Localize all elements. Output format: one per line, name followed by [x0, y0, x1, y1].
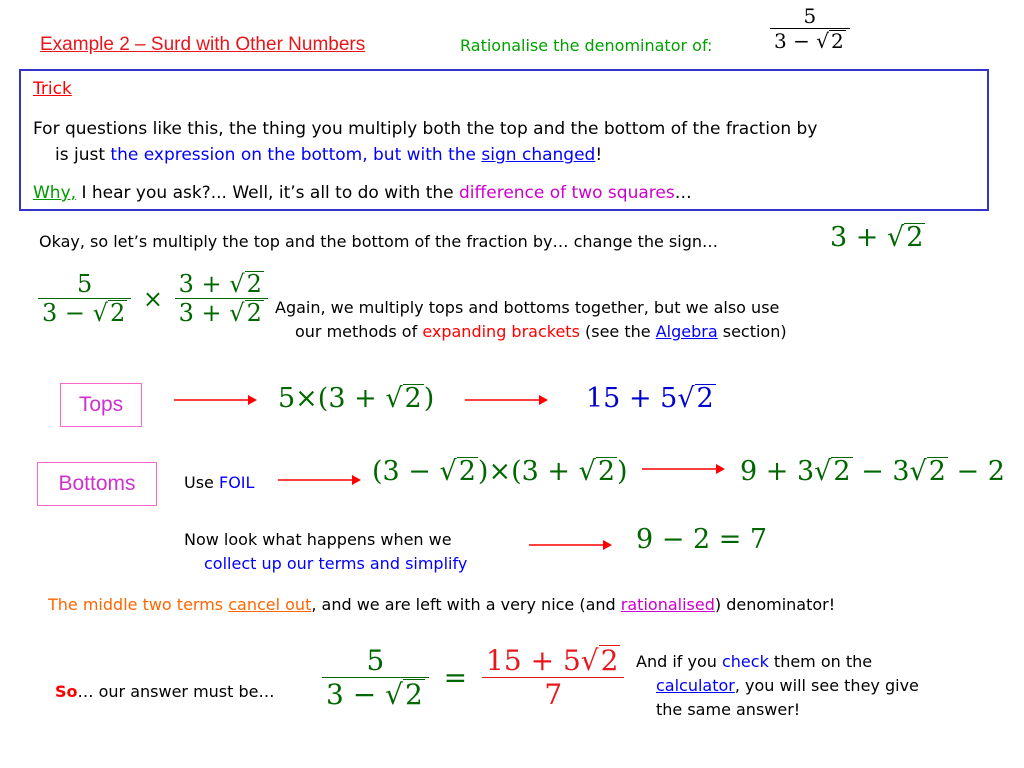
bottoms-result: [740, 456, 1005, 487]
times-symbol: ×: [142, 284, 163, 313]
product-left-den: 3 −: [42, 299, 86, 327]
bottoms-result-c: − 2: [947, 456, 1005, 487]
sqrt-icon: √: [814, 456, 832, 487]
check-line1-end: them on the: [768, 652, 873, 671]
header-frac-root: 2: [830, 29, 844, 53]
why-link[interactable]: Why,: [33, 183, 77, 203]
why-text: I hear you ask?... Well, it’s all to do with the: [76, 183, 460, 203]
answer-left-num: 5: [366, 644, 385, 677]
answer-left-den-root: 2: [404, 678, 423, 711]
okay-expr-a: 3 +: [830, 222, 879, 253]
product-right-den-root: 2: [246, 299, 262, 327]
answer-right-num-root: 2: [600, 644, 619, 677]
so-word: So: [55, 682, 78, 701]
tops-expr-root: 2: [404, 383, 422, 414]
intro-text: Rationalise the denominator of:: [460, 36, 713, 55]
sqrt-icon: √: [580, 644, 599, 677]
tops-expression: [278, 383, 434, 414]
again-line2-plain: our methods of: [295, 322, 423, 341]
equals-symbol: =: [443, 661, 468, 694]
tops-arrow-1: [172, 392, 258, 408]
tops-label-box: Tops: [60, 383, 142, 427]
bottoms-label-box: Bottoms: [37, 462, 157, 506]
tops-arrow-2: [463, 392, 549, 408]
product-right-den: 3 +: [178, 299, 222, 327]
sign-changed-link[interactable]: sign changed: [481, 145, 596, 165]
product-right-num: 3 +: [178, 270, 222, 298]
rationalised-link[interactable]: rationalised: [620, 595, 715, 614]
sqrt-icon: √: [92, 299, 108, 327]
okay-expr-root: 2: [906, 222, 924, 253]
again-text: [275, 296, 787, 344]
collect-line1: Now look what happens when we: [184, 530, 452, 549]
middle-plain2: ) denominator!: [714, 595, 836, 614]
product-right-num-root: 2: [246, 270, 262, 298]
foil-text: FOIL: [218, 473, 255, 492]
answer-left-den: 3 −: [326, 678, 377, 711]
middle-plain1: , and we are left with a very nice (and: [311, 595, 621, 614]
sqrt-icon: √: [229, 299, 245, 327]
expanding-brackets-text: expanding brackets: [422, 322, 580, 341]
bottoms-arrow-1: [276, 472, 362, 488]
bottoms-result-b: − 3: [852, 456, 910, 487]
collect-result: 9 − 2 = 7: [636, 524, 768, 555]
again-line2-mid: (see the: [579, 322, 656, 341]
check-line2-end: , you will see they give: [734, 676, 919, 695]
use-foil-text: [184, 473, 254, 492]
check-line1: [636, 650, 919, 674]
bottoms-expression: [372, 456, 628, 487]
bottoms-result-a: 9 + 3: [740, 456, 815, 487]
cancel-out-link[interactable]: cancel out: [228, 595, 312, 614]
bottoms-expr-c: ): [617, 456, 628, 487]
sqrt-icon: √: [385, 383, 403, 414]
bottoms-result-root1: 2: [833, 456, 851, 487]
check-line1-plain: And if you: [636, 652, 722, 671]
tops-result-a: 15 + 5: [586, 383, 678, 414]
check-text: [636, 650, 919, 722]
header-fraction: [770, 4, 850, 53]
use-text: Use: [184, 473, 219, 492]
answer-right-num: 15 + 5: [486, 644, 581, 677]
sqrt-icon: √: [816, 29, 829, 53]
header-frac-num: 5: [803, 4, 817, 28]
collect-text: [184, 528, 467, 576]
bottoms-expr-root1: 2: [458, 456, 476, 487]
sqrt-icon: √: [677, 383, 695, 414]
check-line3: the same answer!: [656, 700, 801, 719]
sqrt-icon: √: [385, 678, 403, 711]
algebra-link[interactable]: Algebra: [655, 322, 718, 341]
check-word: check: [721, 652, 769, 671]
header-frac-den: 3 −: [774, 29, 810, 53]
bottoms-expr-b: )×(3 +: [477, 456, 570, 487]
bottoms-arrow-2: [640, 461, 726, 477]
check-line2: [636, 674, 919, 698]
bottoms-expr-root2: 2: [597, 456, 615, 487]
again-line1: Again, we multiply tops and bottoms together, but we also use: [275, 298, 780, 317]
why-end: …: [674, 183, 692, 203]
trick-line2: [55, 145, 602, 165]
answer-right-den: 7: [544, 678, 563, 711]
middle-terms-text: [48, 595, 835, 614]
middle-orange: The middle two terms: [48, 595, 229, 614]
product-left-num: 5: [76, 270, 93, 298]
collect-line2: collect up our terms and simplify: [204, 554, 468, 573]
so-text: [55, 682, 275, 701]
so-rest: … our answer must be…: [77, 682, 275, 701]
okay-expression: [830, 222, 925, 253]
answer-expression: [322, 644, 624, 711]
trick-line2-blue: the expression on the bottom, but with the: [110, 145, 482, 165]
sqrt-icon: √: [909, 456, 927, 487]
page-title: Example 2 – Surd with Other Numbers: [40, 34, 366, 55]
trick-why-line: [33, 183, 692, 203]
sqrt-icon: √: [578, 456, 596, 487]
again-line2-end: section): [717, 322, 787, 341]
again-line2: [275, 320, 787, 344]
trick-line2-plain: is just: [55, 145, 111, 165]
product-expression: [38, 270, 268, 327]
collect-arrow: [527, 537, 613, 553]
sqrt-icon: √: [229, 270, 245, 298]
trick-line1: For questions like this, the thing you multiply both the top and the bottom of the fraction by: [33, 119, 818, 139]
tops-expr-a: 5×(3 +: [278, 383, 377, 414]
bottoms-expr-a: (3 −: [372, 456, 431, 487]
trick-line2-end: !: [595, 145, 603, 165]
okay-text: Okay, so let’s multiply the top and the bottom of the fraction by… change the sign…: [39, 232, 718, 251]
difference-of-squares-text: difference of two squares: [459, 183, 675, 203]
product-left-den-root: 2: [109, 299, 126, 327]
trick-box: [19, 69, 989, 211]
tops-result-root: 2: [696, 383, 714, 414]
bottoms-result-root2: 2: [928, 456, 946, 487]
tops-result: [586, 383, 716, 414]
trick-heading: Trick: [33, 79, 72, 99]
calculator-link[interactable]: calculator: [656, 676, 735, 695]
tops-expr-b: ): [423, 383, 435, 414]
sqrt-icon: √: [886, 222, 905, 253]
sqrt-icon: √: [439, 456, 457, 487]
